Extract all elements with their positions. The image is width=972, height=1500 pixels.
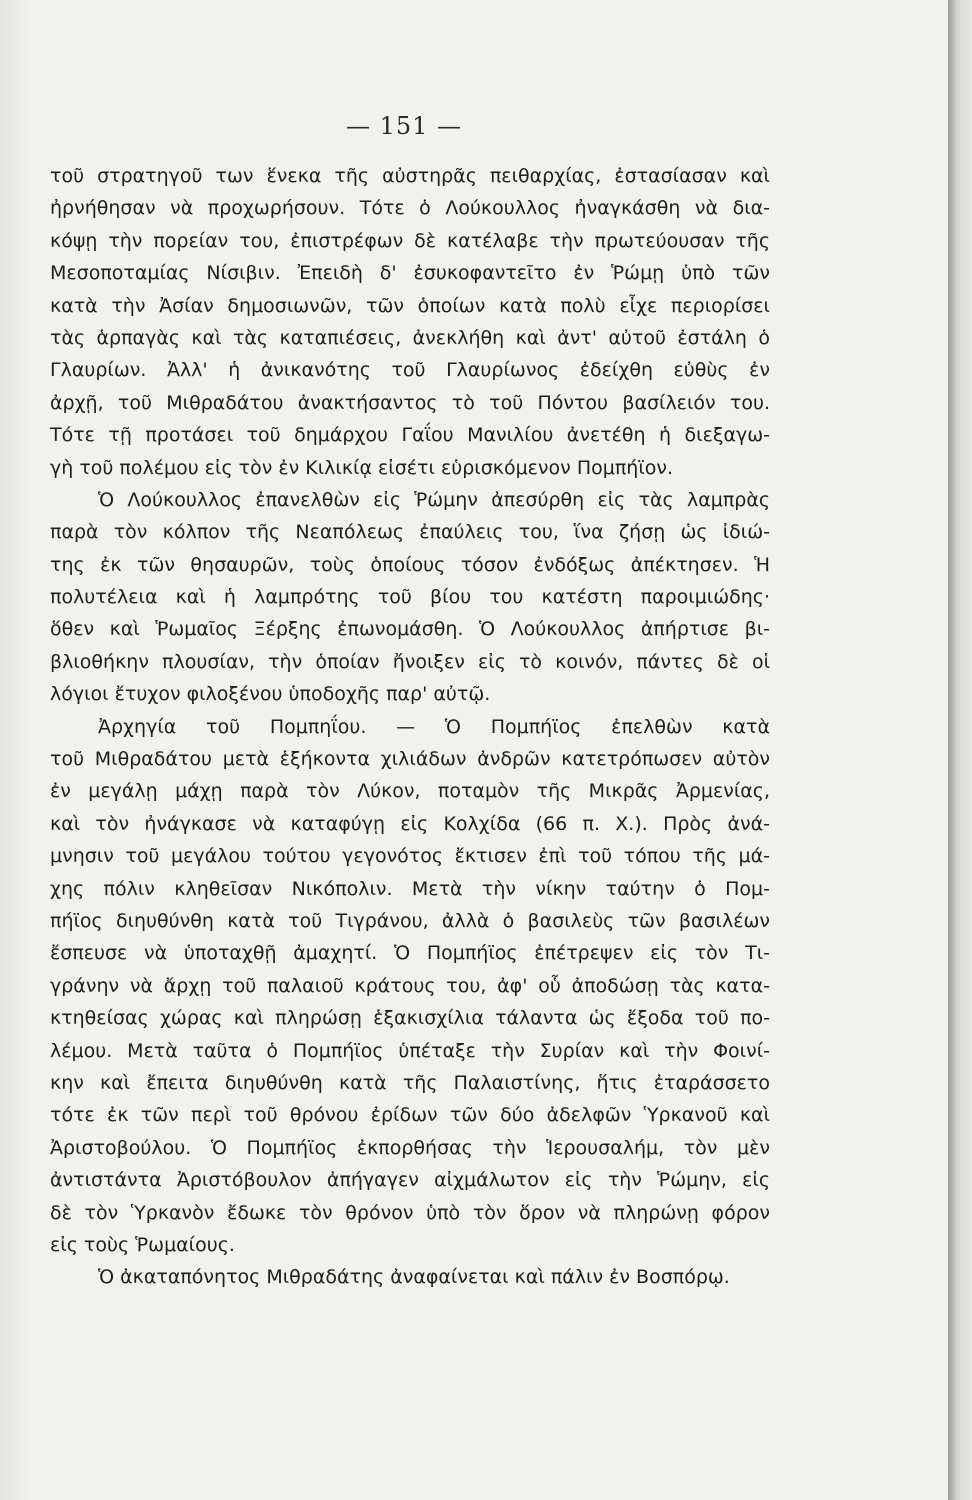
- text-line: μνησιν τοῦ μεγάλου τούτου γεγονότος ἔκτισεν ἐπὶ τοῦ τόπου τῆς μά-: [50, 845, 770, 868]
- paragraph-start-line: Ὁ ἀκαταπόνητος Μιθραδάτης ἀναφαίνεται καὶ πάλιν ἐν Βοσπόρῳ.: [98, 1266, 730, 1289]
- text-line: κόψῃ τὴν πορείαν του, ἐπιστρέφων δὲ κατέλαβε τὴν πρωτεύουσαν τῆς: [50, 229, 770, 252]
- text-line: γράνην νὰ ἄρχῃ τοῦ παλαιοῦ κράτους του, ἀφ' οὗ ἀποδώσῃ τὰς κατα-: [50, 974, 770, 997]
- text-line: τότε ἐκ τῶν περὶ τοῦ θρόνου ἐρίδων τῶν δύο ἀδελφῶν Ὑρκανοῦ καὶ: [50, 1104, 770, 1127]
- body-text: [50, 160, 770, 1294]
- text-line: καὶ τὸν ἠνάγκασε νὰ καταφύγῃ εἰς Κολχίδα (66 π. Χ.). Πρὸς ἀνά-: [50, 812, 770, 835]
- text-line: ἀρχῇ, τοῦ Μιθραδάτου ἀνακτήσαντος τὸ τοῦ Πόντου βασίλειόν του.: [50, 391, 770, 414]
- text-line: τὰς ἁρπαγὰς καὶ τὰς καταπιέσεις, ἀνεκλήθη καὶ ἀντ' αὐτοῦ ἐστάλη ὁ: [50, 326, 770, 349]
- text-line: Γλαυρίων. Ἀλλ' ἡ ἀνικανότης τοῦ Γλαυρίωνος ἐδείχθη εὐθὺς ἐν: [50, 359, 770, 382]
- text-line: Μεσοποταμίας Νίσιβιν. Ἐπειδὴ δ' ἐσυκοφαντεῖτο ἐν Ῥώμῃ ὑπὸ τῶν: [50, 262, 770, 285]
- text-line: τοῦ Μιθραδάτου μετὰ ἑξήκοντα χιλιάδων ἀνδρῶν κατετρόπωσεν αὐτὸν: [50, 748, 770, 771]
- text-line: εἰς τοὺς Ῥωμαίους.: [50, 1233, 235, 1256]
- text-line: ἠρνήθησαν νὰ προχωρήσουν. Τότε ὁ Λούκουλλος ἠναγκάσθη νὰ δια-: [50, 197, 770, 220]
- text-line: δὲ τὸν Ὑρκανὸν ἔδωκε τὸν θρόνον ὑπὸ τὸν ὅρον νὰ πληρώνῃ φόρον: [50, 1201, 770, 1224]
- text-line: ἀντιστάντα Ἀριστόβουλον ἀπήγαγεν αἰχμάλωτον εἰς τὴν Ῥώμην, εἰς: [50, 1169, 770, 1192]
- text-line: πολυτέλεια καὶ ἡ λαμπρότης τοῦ βίου του κατέστη παροιμιώδης·: [50, 586, 770, 609]
- page-edge: [948, 0, 972, 1500]
- paragraph-start-line: Ὁ Λούκουλλος ἐπανελθὼν εἰς Ῥώμην ἀπεσύρθη εἰς τὰς λαμπρὰς: [98, 488, 770, 511]
- text-line: παρὰ τὸν κόλπον τῆς Νεαπόλεως ἐπαύλεις του, ἵνα ζήσῃ ὡς ἰδιώ-: [50, 521, 770, 544]
- text-line: Ἀριστοβούλου. Ὁ Πομπήϊος ἐκπορθήσας τὴν Ἱερουσαλήμ, τὸν μὲν: [50, 1136, 770, 1159]
- section-heading-line: Ἀρχηγία τοῦ Πομπηΐου. — Ὁ Πομπήϊος ἐπελθὼν κατὰ: [98, 715, 770, 738]
- page-number: — 151 —: [345, 112, 463, 140]
- text-line: χης πόλιν κληθεῖσαν Νικόπολιν. Μετὰ τὴν νίκην ταύτην ὁ Πομ-: [50, 877, 770, 900]
- spine-shadow: [0, 0, 30, 1500]
- text-line: τοῦ στρατηγοῦ των ἕνεκα τῆς αὐστηρᾶς πειθαρχίας, ἐστασίασαν καὶ: [50, 165, 770, 187]
- text-line: λέμου. Μετὰ ταῦτα ὁ Πομπήϊος ὑπέταξε τὴν Συρίαν καὶ τὴν Φοινί-: [50, 1039, 770, 1062]
- text-line: ἔσπευσε νὰ ὑποταχθῇ ἀμαχητί. Ὁ Πομπήϊος ἐπέτρεψεν εἰς τὸν Τι-: [50, 942, 770, 965]
- text-line: κην καὶ ἔπειτα διηυθύνθη κατὰ τῆς Παλαιστίνης, ἥτις ἐταράσσετο: [50, 1071, 770, 1094]
- text-line: γὴ τοῦ πολέμου εἰς τὸν ἐν Κιλικίᾳ εἰσέτι εὑρισκόμενον Πομπήϊον.: [50, 456, 674, 479]
- text-line: κτηθείσας χώρας καὶ πληρώσῃ ἑξακισχίλια τάλαντα ὡς ἔξοδα τοῦ πο-: [50, 1007, 770, 1030]
- text-line: ἐν μεγάλῃ μάχῃ παρὰ τὸν Λύκον, ποταμὸν τῆς Μικρᾶς Ἀρμενίας,: [50, 780, 770, 803]
- text-line: λόγιοι ἔτυχον φιλοξένου ὑποδοχῆς παρ' αὐτῷ.: [50, 683, 491, 706]
- text-line: Τότε τῇ προτάσει τοῦ δημάρχου Γαΐου Μανιλίου ἀνετέθη ἡ διεξαγω-: [50, 424, 770, 447]
- text-line: πήϊος διηυθύνθη κατὰ τοῦ Τιγράνου, ἀλλὰ ὁ βασιλεὺς τῶν βασιλέων: [50, 909, 770, 932]
- text-line: της ἐκ τῶν θησαυρῶν, τοὺς ὁποίους τόσον ἐνδόξως ἀπέκτησεν. Ἡ: [50, 553, 770, 576]
- text-line: βλιοθήκην πλουσίαν, τὴν ὁποίαν ἤνοιξεν εἰς τὸ κοινόν, πάντες δὲ οἱ: [50, 650, 770, 673]
- text-line: ὅθεν καὶ Ῥωμαῖος Ξέρξης ἐπωνομάσθη. Ὁ Λούκουλλος ἀπήρτισε βι-: [50, 618, 770, 641]
- text-line: κατὰ τὴν Ἀσίαν δημοσιωνῶν, τῶν ὁποίων κατὰ πολὺ εἶχε περιορίσει: [50, 294, 770, 317]
